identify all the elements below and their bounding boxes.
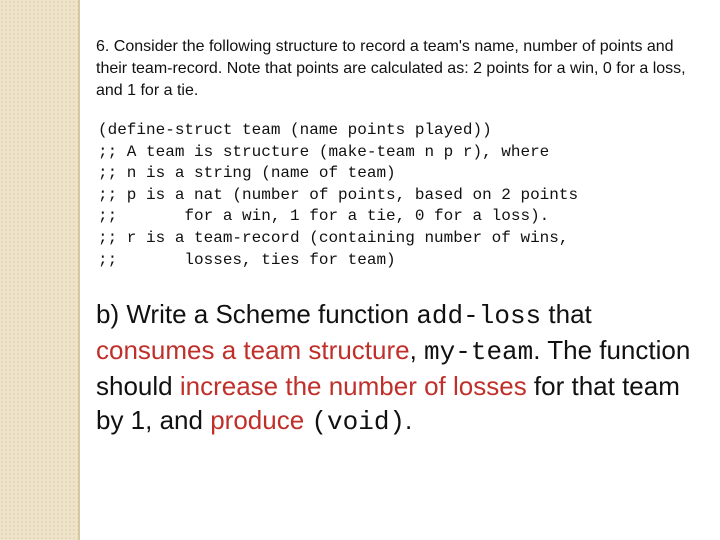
question-text: 6. Consider the following structure to record a team's name, number of points and their team-record. Note that points are calculated as: 2 points for a win, 0 for a loss, and 1 for a tie. xyxy=(96,38,686,99)
code-line: ;; losses, ties for team) xyxy=(98,250,396,269)
code-line: ;; A team is structure (make-team n p r), where xyxy=(98,142,550,161)
void-expression: (void) xyxy=(311,407,406,438)
task-part: . The function should xyxy=(96,335,691,402)
parameter-name: my-team xyxy=(424,337,534,368)
task-part: that xyxy=(541,299,592,330)
highlight-produce: produce xyxy=(210,405,305,436)
code-line: ;; r is a team-record (containing number of wins, xyxy=(98,228,569,247)
code-line: (define-struct team (name points played)) xyxy=(98,121,492,139)
code-line: ;; n is a string (name of team) xyxy=(98,164,396,183)
code-line: ;; p is a nat (number of points, based on 2 points xyxy=(98,185,579,204)
task-text xyxy=(96,297,696,439)
function-name: add-loss xyxy=(416,301,542,332)
highlight-consumes: consumes a team structure xyxy=(96,335,410,366)
code-line: ;; for a win, 1 for a tie, 0 for a loss). xyxy=(98,207,550,226)
task-part: , xyxy=(409,335,425,366)
decorative-left-strip xyxy=(0,0,80,540)
task-part: for that team by 1, and xyxy=(96,371,680,436)
code-block xyxy=(98,120,696,271)
highlight-increase: increase the number of losses xyxy=(179,371,527,402)
slide-content xyxy=(96,36,696,439)
task-part: . xyxy=(405,405,413,436)
task-part: b) Write a Scheme function xyxy=(96,299,417,330)
